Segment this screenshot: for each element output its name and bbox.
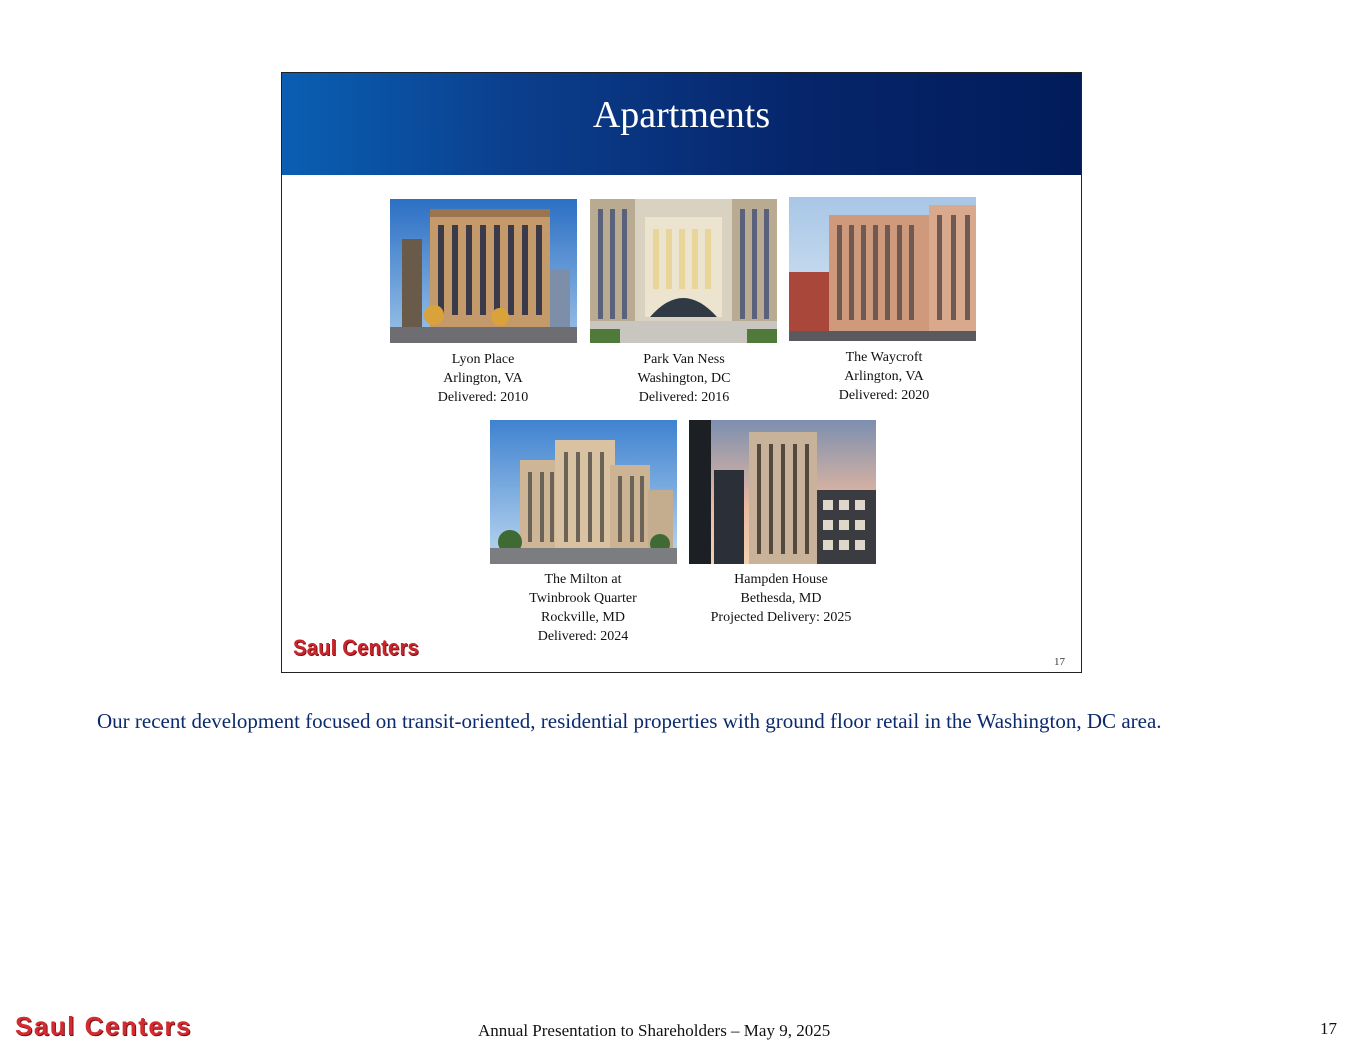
slide xyxy=(281,72,1082,673)
park-van-ness-caption xyxy=(574,350,794,407)
slide-page-number: 17 xyxy=(1054,656,1065,668)
property-delivery: Delivered: 2024 xyxy=(537,629,629,644)
lyon-place-caption xyxy=(373,350,593,407)
property-name: Lyon Place xyxy=(451,352,515,367)
property-location: Arlington, VA xyxy=(844,369,924,384)
property-delivery: Projected Delivery: 2025 xyxy=(710,610,852,625)
park-van-ness-photo xyxy=(590,199,777,343)
property-delivery: Delivered: 2016 xyxy=(638,390,730,405)
footer-page-number: 17 xyxy=(1320,1019,1337,1038)
waycroft-photo xyxy=(789,197,976,341)
property-delivery: Delivered: 2010 xyxy=(437,390,529,405)
building-photo-icon xyxy=(789,197,976,341)
property-location: Arlington, VA xyxy=(443,371,523,386)
slide-logo: Saul Centers xyxy=(293,635,419,660)
property-delivery: Delivered: 2020 xyxy=(838,388,930,403)
building-photo-icon xyxy=(390,199,577,343)
slide-title: Apartments xyxy=(592,94,771,136)
property-name-line2: Twinbrook Quarter xyxy=(529,591,637,606)
property-location: Washington, DC xyxy=(637,371,731,386)
property-location: Rockville, MD xyxy=(541,610,625,625)
milton-caption xyxy=(473,570,693,646)
footer-logo: Saul Centers xyxy=(15,1011,192,1041)
building-photo-icon xyxy=(689,420,876,564)
property-name: The Waycroft xyxy=(845,350,923,365)
building-photo-icon xyxy=(590,199,777,343)
waycroft-caption xyxy=(774,348,994,405)
property-name: Park Van Ness xyxy=(643,352,725,367)
hampden-house-caption xyxy=(671,570,891,627)
lyon-place-photo xyxy=(390,199,577,343)
building-photo-icon xyxy=(490,420,677,564)
milton-photo xyxy=(490,420,677,564)
hampden-house-photo xyxy=(689,420,876,564)
footer-text: Annual Presentation to Shareholders – May 9, 2025 xyxy=(478,1021,831,1040)
slide-header xyxy=(282,73,1081,175)
slide-notes: Our recent development focused on transit-oriented, residential properties with ground floor retail in the Washington, DC area. xyxy=(97,709,1162,733)
property-name: Hampden House xyxy=(734,572,828,587)
property-location: Bethesda, MD xyxy=(740,591,822,606)
property-name: The Milton at xyxy=(544,572,622,587)
